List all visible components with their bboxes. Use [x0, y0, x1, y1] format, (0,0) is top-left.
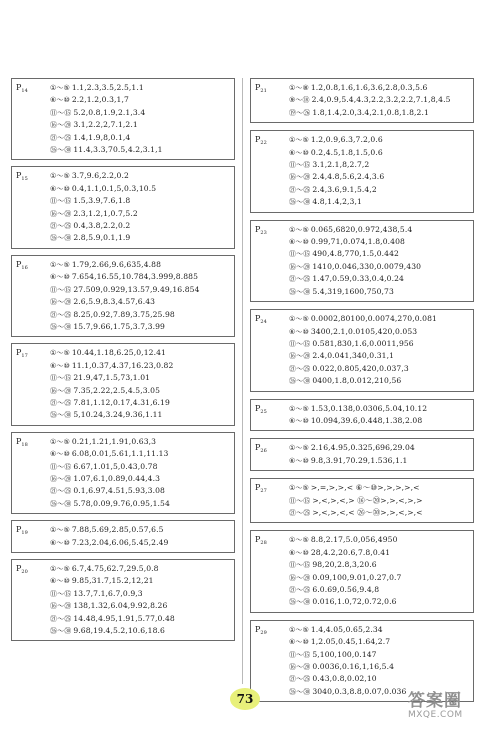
question-range: ㉖～㉚ [289, 598, 311, 607]
answer-values: 13.7,7.1,6.7,0.9,3 [73, 588, 143, 598]
answer-values: 3040,0.3,8.8,0.07,0.036 [312, 686, 407, 696]
answer-values: 2.3,1.2,1,0.7,5.2 [73, 208, 138, 218]
answer-values: 28,4.2,20.6,7.8,0.41 [310, 547, 391, 557]
answer-line [289, 442, 469, 454]
answer-line [50, 144, 230, 156]
question-range: ⑯～⑳ [289, 173, 311, 182]
answer-line [289, 495, 469, 507]
answer-values: 6.7,4.75,62.7,29.5,0.8 [71, 564, 159, 573]
answer-values: 138,1.32,6.04,9.92,8.26 [73, 601, 168, 611]
answer-line [50, 372, 230, 384]
question-range: ⑯～⑳ [50, 602, 72, 611]
answer-values: 3.1,2.2,2,7.1,2.1 [73, 120, 138, 130]
page-number-badge: 73 [230, 688, 260, 710]
question-range: ⑥～⑩ [50, 577, 70, 586]
answer-line [50, 232, 230, 244]
answer-values: >,<,>,<,> ⑯～⑳>,>,<,>,> [312, 495, 423, 505]
question-range: ⑥～⑩ [289, 416, 309, 425]
answer-values: 0.2,4.5,1.8,1.5,0.6 [310, 147, 383, 157]
answer-line [289, 375, 469, 387]
answer-line [50, 485, 230, 497]
question-range: ①～⑤ [50, 437, 70, 446]
answer-line [289, 338, 469, 350]
answer-values: 27.509,0.929,13.57,9.49,16.854 [73, 284, 200, 294]
answer-line [50, 409, 230, 421]
question-range: ㉑～㉕ [50, 310, 72, 319]
watermark-title: 答案圈 [408, 691, 462, 711]
right-column [250, 78, 474, 702]
answer-line [289, 559, 469, 571]
answer-values: 14.48,4.95,1.91,5.77,0.48 [73, 613, 175, 623]
answer-values: 0.4,3.8,2.2,0.2 [73, 221, 131, 231]
question-range: ⑯～⑳ [50, 474, 72, 483]
question-range: ㉖～㉚ [50, 146, 72, 155]
page-reference-label: $P_{17}$ [16, 348, 28, 360]
answer-block-p18 [11, 432, 235, 514]
question-range: ⑪～⑮ [289, 339, 311, 348]
question-range: ⑪～⑮ [289, 650, 311, 659]
answer-values: 1.2,0.9,6.3,7.2,0.6 [310, 135, 383, 145]
question-range: ㉑～㉕ [50, 133, 72, 142]
answer-values: 5,100,100,0.147 [312, 649, 377, 659]
answer-line [50, 360, 230, 372]
answer-values: 490,4.8,770,1.5,0.442 [312, 249, 399, 259]
answer-line [289, 455, 469, 467]
answer-values: 1,2.05,0.45,1.64,2.7 [310, 637, 391, 647]
question-range: ①～⑤ [50, 526, 70, 535]
answer-values: 2.16,4.95,0.325,696,29.04 [310, 443, 415, 453]
question-range: ㉖～㉚ [50, 411, 72, 420]
question-range: ①～⑤ [289, 404, 309, 413]
question-range: ㉖～㉚ [289, 687, 311, 696]
answer-line [289, 415, 469, 427]
answer-block-p22 [250, 130, 474, 212]
answer-line [50, 94, 230, 106]
question-range: ①～⑤ [289, 625, 309, 634]
question-range: ⑪～⑮ [289, 561, 311, 570]
answer-block-p25 [250, 399, 474, 432]
answer-line [289, 248, 469, 260]
question-range: ⑪～⑮ [50, 462, 72, 471]
answer-line [50, 397, 230, 409]
question-range: ⑯～⑳ [289, 573, 311, 582]
answer-line [289, 82, 469, 94]
answer-block-p20 [11, 559, 235, 641]
question-range: ㉖～㉚ [50, 499, 72, 508]
answer-line [50, 461, 230, 473]
page-reference-label: $P_{22}$ [255, 135, 267, 147]
answer-line [289, 326, 469, 338]
answer-values: 1.79,2.66,9.6,635,4.88 [71, 259, 162, 269]
question-range: ㉖～㉚ [50, 322, 72, 331]
answer-line [289, 107, 469, 119]
answer-block-p21 [250, 78, 474, 123]
question-range: ⑪～⑮ [50, 285, 72, 294]
answer-line [50, 524, 230, 536]
answer-values: 6.0.69,0.56,9.4,8 [312, 585, 380, 594]
question-range: ㉖～㉚ [50, 627, 72, 636]
question-range: ①～⑤ [50, 260, 70, 269]
page-reference-label: $P_{24}$ [255, 314, 267, 326]
question-range: ⑥～⑩ [289, 638, 309, 647]
page-reference-label: $P_{14}$ [16, 83, 28, 94]
answer-values: 0.0002,80100,0.0074,270,0.081 [310, 314, 437, 324]
answer-values: 0.21,1.21,1.91,0.63,3 [71, 436, 157, 446]
answer-line [50, 220, 230, 232]
question-range: ㉖～㉚ [289, 377, 311, 386]
answer-values: 1.4,1.9,8,0.1,4 [73, 132, 131, 142]
page-reference-label: $P_{25}$ [255, 403, 267, 415]
answer-values: 1.53,0.138,0.0306,5.04,10.12 [310, 403, 428, 413]
answer-line [50, 309, 230, 321]
question-range: ㉖～㉚ [289, 198, 311, 207]
question-range: ㉑～㉕ [50, 222, 72, 231]
answer-line [289, 624, 469, 636]
answer-block-p24 [250, 309, 474, 391]
answer-line [50, 473, 230, 485]
page-reference-label: $P_{19}$ [16, 525, 28, 537]
question-range: ①～⑤ [289, 484, 309, 493]
answer-line [50, 613, 230, 625]
question-range: ⑥～⑩ [289, 327, 309, 336]
answer-values: 21.9,47,1.5,73,1.01 [73, 373, 151, 383]
answer-values: 8.25,0.92,7.89,3.75,25.98 [73, 309, 175, 319]
answer-line [289, 286, 469, 298]
answer-values: 0.065,6820,0.972,438,5.4 [310, 224, 413, 234]
answer-line [289, 534, 469, 546]
answer-line [289, 147, 469, 159]
question-range: ⑥～⑩ [50, 273, 70, 282]
question-range: ①～⑤ [289, 536, 309, 545]
answer-line [50, 436, 230, 448]
answer-values: 0.43,0.8,0.02,10 [312, 674, 377, 684]
answer-values: 7.88,5.69,2.85,0.57,6.5 [71, 525, 164, 535]
answer-values: 2.2,1.2,0.3,1,7 [71, 95, 129, 105]
answer-values: 1.4,4.05,0.65,2.34 [310, 624, 383, 634]
page-reference-label: $P_{29}$ [255, 624, 267, 636]
question-range: ㉑～㉕ [289, 364, 311, 373]
answer-line [289, 403, 469, 415]
answer-values: >,=,>,>,< ⑥～⑩>,>,>,>,< [310, 483, 420, 493]
answer-line [50, 385, 230, 397]
answer-block-p16 [11, 255, 235, 337]
answer-line [289, 184, 469, 196]
answer-line [50, 588, 230, 600]
question-range: ㉖～㉚ [289, 287, 311, 296]
answer-values: 1.47,0.59,0.33,0.4,0.24 [312, 274, 404, 284]
answer-line [50, 183, 230, 195]
answer-values: 0.4,1.1,0.1,5,0.3,10.5 [71, 183, 157, 193]
answer-line [50, 575, 230, 587]
answer-line [289, 94, 469, 106]
answer-line [50, 498, 230, 510]
question-range: ㉑～㉕ [289, 508, 311, 517]
answer-values: 11.4,3.3,70.5,4.2,3.1,1 [73, 145, 163, 155]
answer-values: 3.7,9.6,2.2,0.2 [71, 171, 129, 181]
question-range: ⑯～⑳ [50, 209, 72, 218]
question-range: ㉑～㉕ [50, 614, 72, 623]
page-reference-label: $P_{21}$ [255, 83, 267, 94]
question-range: ⑯～⑳ [289, 262, 311, 271]
answer-values: 0.016,1.0,72,0.72,0.6 [312, 597, 397, 607]
answer-line [289, 273, 469, 285]
answer-line [289, 224, 469, 236]
answer-values: 6.67,1.01,5,0.43,0.78 [73, 461, 158, 471]
answer-values: 1.5,3.9,7.6,1.8 [73, 196, 131, 206]
answer-values: 1.1,2.3,3.5,2.5,1.1 [71, 83, 144, 92]
answer-line [289, 649, 469, 661]
page-reference-label: $P_{20}$ [16, 564, 28, 575]
answer-values: 0.581,830,1.6,0.0011,956 [312, 338, 414, 348]
answer-line [289, 636, 469, 648]
answer-block-p19 [11, 520, 235, 553]
answer-line [289, 507, 469, 519]
question-range: ①～⑤ [50, 172, 70, 181]
answer-line [289, 673, 469, 685]
question-range: ⑥～⑩ [289, 238, 309, 247]
answer-line [50, 284, 230, 296]
answer-block-p29 [250, 620, 474, 702]
question-range: ⑥～⑩ [50, 184, 70, 193]
answer-values: 7.23,2.04,6.06,5.45,2.49 [71, 537, 169, 547]
answer-line [50, 448, 230, 460]
answer-values: 15.7,9.66,1.75,3.7,3.99 [73, 321, 165, 331]
answer-line [50, 259, 230, 271]
answer-values: 1410,0.046,330,0.0079,430 [312, 261, 422, 271]
question-range: ㉑～㉕ [50, 398, 72, 407]
question-range: ⑯～⑳ [50, 298, 72, 307]
answer-values: 10.44,1.18,6.25,0,12.41 [71, 348, 166, 358]
answer-line [50, 321, 230, 333]
question-range: ①～⑤ [289, 315, 309, 324]
answer-values: 1.2,0.8,1.6,1.6,3.6,2.8,0.3,5.6 [310, 83, 428, 92]
answer-line [50, 82, 230, 94]
question-range: ⑥～⑩ [289, 456, 309, 465]
answer-line [289, 572, 469, 584]
watermark-url: MXQE.COM [408, 710, 463, 720]
question-range: ㉑～㉕ [289, 185, 311, 194]
question-range: ㉑～㉕ [289, 275, 311, 284]
answer-block-p14 [11, 78, 235, 160]
question-range: ⑯～⑳ [50, 386, 72, 395]
answer-line [289, 482, 469, 494]
answer-values: 2.4,4.8,5.6,2.4,3.6 [312, 172, 385, 182]
answer-values: 98,20,2.8,3,20.6 [312, 560, 377, 570]
answer-line [289, 596, 469, 608]
page-reference-label: $P_{28}$ [255, 535, 267, 547]
answer-values: 2.4,0.041,340,0.31,1 [312, 351, 395, 361]
question-range: ⑪～⑮ [50, 108, 72, 117]
answer-line [289, 134, 469, 146]
answer-line [50, 170, 230, 182]
answer-line [289, 584, 469, 596]
question-range: ⑥～⑩ [50, 361, 70, 370]
answer-values: 6.08,0.01,5.61,1.1,11.13 [71, 449, 169, 459]
answer-line [50, 119, 230, 131]
question-range: ⑥～⑩ [289, 148, 309, 157]
question-range: ⑯～⑳ [289, 352, 311, 361]
question-range: ①～⑤ [50, 84, 70, 92]
question-range: ⑯～⑳ [289, 663, 311, 672]
answer-line [50, 271, 230, 283]
answer-values: 2.8,5.9,0.1,1.9 [73, 233, 131, 243]
answer-values: 4.8,1.4,2,3,1 [312, 197, 362, 207]
page-reference-label: $P_{23}$ [255, 224, 267, 236]
answer-values: 3400,2.1,0.0105,420,0.053 [310, 326, 418, 336]
answer-block-p26 [250, 438, 474, 471]
answer-values: 2.4,0.9,5.4,4.3,2.2,3.2,2.2,7.1,8,4.5 [311, 95, 451, 105]
answer-values: 0.09,100,9.01,0.27,0.7 [312, 572, 402, 582]
answer-values: 9.68,19.4,5.2,10.6,18.6 [73, 626, 165, 636]
page-reference-label: $P_{27}$ [255, 483, 267, 495]
answer-line [50, 347, 230, 359]
answer-block-p17 [11, 343, 235, 425]
answer-line [289, 159, 469, 171]
answer-block-p28 [250, 530, 474, 612]
question-range: ㉖～㉚ [50, 234, 72, 243]
answer-values: 0.022,0.805,420,0.037,3 [312, 363, 409, 373]
answer-values: >,<,>,<,< ㉖～㉚>,>,<,>,< [312, 507, 423, 517]
question-range: ①～⑤ [289, 444, 309, 453]
question-range: ⑥～⑩ [50, 538, 70, 547]
answer-line [289, 547, 469, 559]
question-range: ⑪～⑮ [289, 250, 311, 259]
question-range: ㉑～㉕ [289, 675, 311, 684]
question-range: ①～⑤ [289, 136, 309, 145]
question-range: ①～⑧ [289, 84, 309, 92]
answer-values: 1.07,6.1,0.89,0.44,4.3 [73, 473, 161, 483]
answer-line [289, 363, 469, 375]
answer-line [289, 196, 469, 208]
question-range: ⑯～⑳ [50, 121, 72, 130]
answer-line [50, 107, 230, 119]
answer-values: 0400,1.8,0.012,210,56 [312, 376, 402, 386]
answer-values: 5,10.24,3.24,9.36,1.11 [73, 410, 163, 420]
answer-line [289, 236, 469, 248]
answer-line [289, 171, 469, 183]
answer-values: 3.1,2.1,8,2.7,2 [312, 160, 370, 170]
answer-block-p15 [11, 166, 235, 248]
question-range: ⑥～⑩ [50, 450, 70, 459]
watermark-logo [408, 692, 492, 724]
answer-line [50, 625, 230, 637]
answer-values: 10.094,39.6,0.448,1.38,2.08 [310, 415, 423, 425]
question-range: ①～⑤ [50, 349, 70, 358]
question-range: ⑥～⑩ [289, 548, 309, 557]
question-range: ⑪～⑮ [50, 374, 72, 383]
question-range: ⑲～㉖ [289, 108, 311, 117]
answer-values: 8.8,2.17,5.0,056,4950 [310, 535, 398, 545]
answer-line [50, 563, 230, 575]
page-reference-label: $P_{15}$ [16, 171, 28, 183]
answer-line [50, 537, 230, 549]
answer-values: 5.2,0.8,1.9,2.1,3.4 [73, 107, 146, 117]
question-range: ㉑～㉕ [289, 586, 311, 594]
answer-line [50, 132, 230, 144]
question-range: ㉑～㉕ [50, 487, 72, 496]
question-range: ⑥～⑩ [50, 96, 70, 105]
page-reference-label: $P_{26}$ [255, 443, 267, 455]
answer-values: 11.1,0.37,4.37,16.23,0.82 [71, 360, 174, 370]
answer-line [289, 350, 469, 362]
page-reference-label: $P_{18}$ [16, 436, 28, 448]
answer-values: 0.1,6.97,4.51,5.93,3.08 [73, 486, 165, 496]
answer-values: 9.85,31.7,15.2,12,21 [71, 576, 154, 586]
answer-line [289, 313, 469, 325]
page-reference-label: $P_{16}$ [16, 259, 28, 271]
answer-values: 7.654,16.55,10.784,3.999,8.885 [71, 272, 199, 282]
answer-values: 5.78,0.09,9.76,0.95,1.54 [73, 498, 170, 508]
answer-line [289, 661, 469, 673]
answer-values: 2.4,3.6,9.1,5.4,2 [312, 184, 377, 194]
question-range: ⑪～⑮ [50, 197, 72, 206]
answer-values: 2.6,5.9,8.3,4.57,6.43 [73, 297, 156, 307]
answer-values: 7.81,1.12,0.17,4.31,6.19 [73, 397, 170, 407]
answer-values: 0.99,71,0.074,1.8,0.408 [310, 237, 405, 247]
answer-values: 0.0036,0.16,1,16,5.4 [312, 662, 395, 672]
answer-values: 7.35,2.22,2.5,4.5,3.05 [73, 385, 161, 395]
question-range: ⑨～⑱ [289, 96, 310, 105]
answer-block-p23 [250, 220, 474, 302]
answer-values: 9.8,3.91,70.29,1.536,1.1 [310, 455, 408, 465]
answer-line [50, 296, 230, 308]
answer-values: 1.8,1.4,2.0,3.4,2.1,0.8,1.8,2.1 [312, 107, 429, 117]
answer-block-p27 [250, 478, 474, 523]
column-divider [242, 78, 243, 684]
answer-line [50, 208, 230, 220]
question-range: ⑪～⑮ [50, 589, 72, 598]
question-range: ①～⑤ [50, 565, 70, 573]
question-range: ⑪～⑮ [289, 496, 311, 505]
question-range: ⑪～⑮ [289, 161, 311, 170]
answer-values: 5.4,319,1600,750,73 [312, 286, 394, 296]
answer-line [50, 195, 230, 207]
left-column [11, 78, 235, 641]
answer-line [289, 261, 469, 273]
question-range: ①～⑤ [289, 225, 309, 234]
answer-line [50, 600, 230, 612]
